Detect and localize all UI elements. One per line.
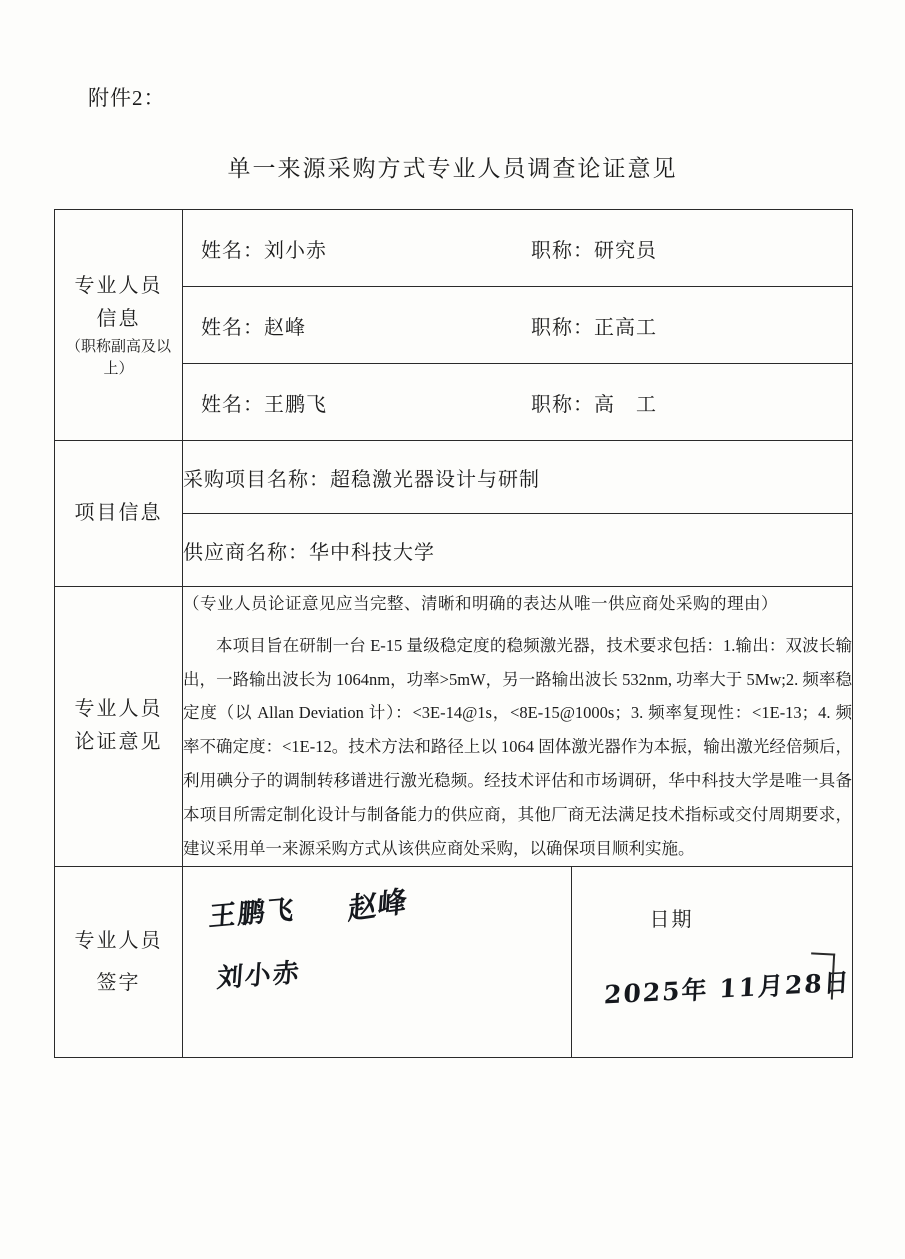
signature-label-cell xyxy=(55,866,183,1057)
expert-1-title: 职称：研究员 xyxy=(531,239,657,262)
date-label: 日期 xyxy=(649,908,694,931)
expert-row-1 xyxy=(183,210,853,287)
project-label-cell: 项目信息 xyxy=(55,441,183,587)
signature-3: 刘小赤 xyxy=(215,957,302,994)
opinion-label-cell xyxy=(55,587,183,867)
project-name-cell xyxy=(183,441,853,514)
opinion-content-cell xyxy=(183,587,853,867)
expert-1-name: 姓名：刘小赤 xyxy=(201,239,327,262)
expert-2-name: 姓名：赵峰 xyxy=(201,316,306,339)
signature-2: 赵峰 xyxy=(346,883,409,927)
date-area xyxy=(572,867,852,1057)
signature-1: 王鹏飞 xyxy=(207,893,297,933)
date-value: 2025年 11月28日 xyxy=(602,966,851,1010)
table-row xyxy=(55,441,853,514)
signature-label-line1: 专业人员 xyxy=(74,929,163,952)
experts-label-note: （职称副高及以上） xyxy=(65,338,171,377)
signature-area-cell xyxy=(183,867,571,1057)
signature-area xyxy=(183,867,571,1057)
supplier-name-prefix: 供应商名称： xyxy=(183,541,309,564)
expert-2-title: 职称：正高工 xyxy=(531,316,657,339)
opinion-note: （专业人员论证意见应当完整、清晰和明确的表达从唯一供应商处采购的理由） xyxy=(183,594,778,613)
attachment-label: 附件2： xyxy=(88,86,166,110)
expert-3-name: 姓名：王鹏飞 xyxy=(201,393,327,416)
table-row xyxy=(55,210,853,287)
experts-label-line1: 专业人员 xyxy=(74,274,163,297)
expert-row-2 xyxy=(183,287,853,364)
project-name-value: 超稳激光器设计与研制 xyxy=(330,468,540,491)
opinion-label-line1: 专业人员 xyxy=(74,698,163,721)
signature-label-line2: 签字 xyxy=(96,971,141,994)
signature-and-date-cell xyxy=(183,866,853,1057)
table-row xyxy=(55,587,853,867)
page-title: 单一来源采购方式专业人员调查论证意见 xyxy=(227,156,678,181)
experts-label-line2: 信息 xyxy=(96,307,141,330)
date-area-cell xyxy=(571,867,852,1057)
project-name-prefix: 采购项目名称： xyxy=(183,468,330,491)
opinion-label-line2: 论证意见 xyxy=(74,731,163,754)
expert-3-title: 职称：高 工 xyxy=(531,393,657,416)
opinion-body: 本项目旨在研制一台 E-15 量级稳定度的稳频激光器，技术要求包括：1.输出：双波长输出，一路输出波长为 1064nm，功率>5mW，另一路输出波长 532nm, 功率大于 5Mw;2. 频率稳定度（以 Allan Deviation 计）：<3E-14@1s，<8E-15@1000s；3. 频率复现性：<1E-13；4. 频率不确定度：<1E-12。技术方法和路径上以 1064 固体激光器作为本振，输出激光经倍频后，利用碘分子的调制转移谱进行激光稳频。经技术评估和市场调研，华中科技大学是唯一具备本项目所需定制化设计与制备能力的供应商，其他厂商无法满足技术指标或交付周期要求，建议采用单一来源采购方式从该供应商处采购，以确保项目顺利实施。 xyxy=(183,635,852,858)
supplier-name-cell xyxy=(183,514,853,587)
survey-form-table xyxy=(54,209,853,1058)
experts-label-cell xyxy=(55,210,183,441)
expert-row-3 xyxy=(183,364,853,441)
date-pen-mark xyxy=(809,952,835,999)
supplier-name-value: 华中科技大学 xyxy=(309,541,435,564)
table-row xyxy=(55,866,853,1057)
